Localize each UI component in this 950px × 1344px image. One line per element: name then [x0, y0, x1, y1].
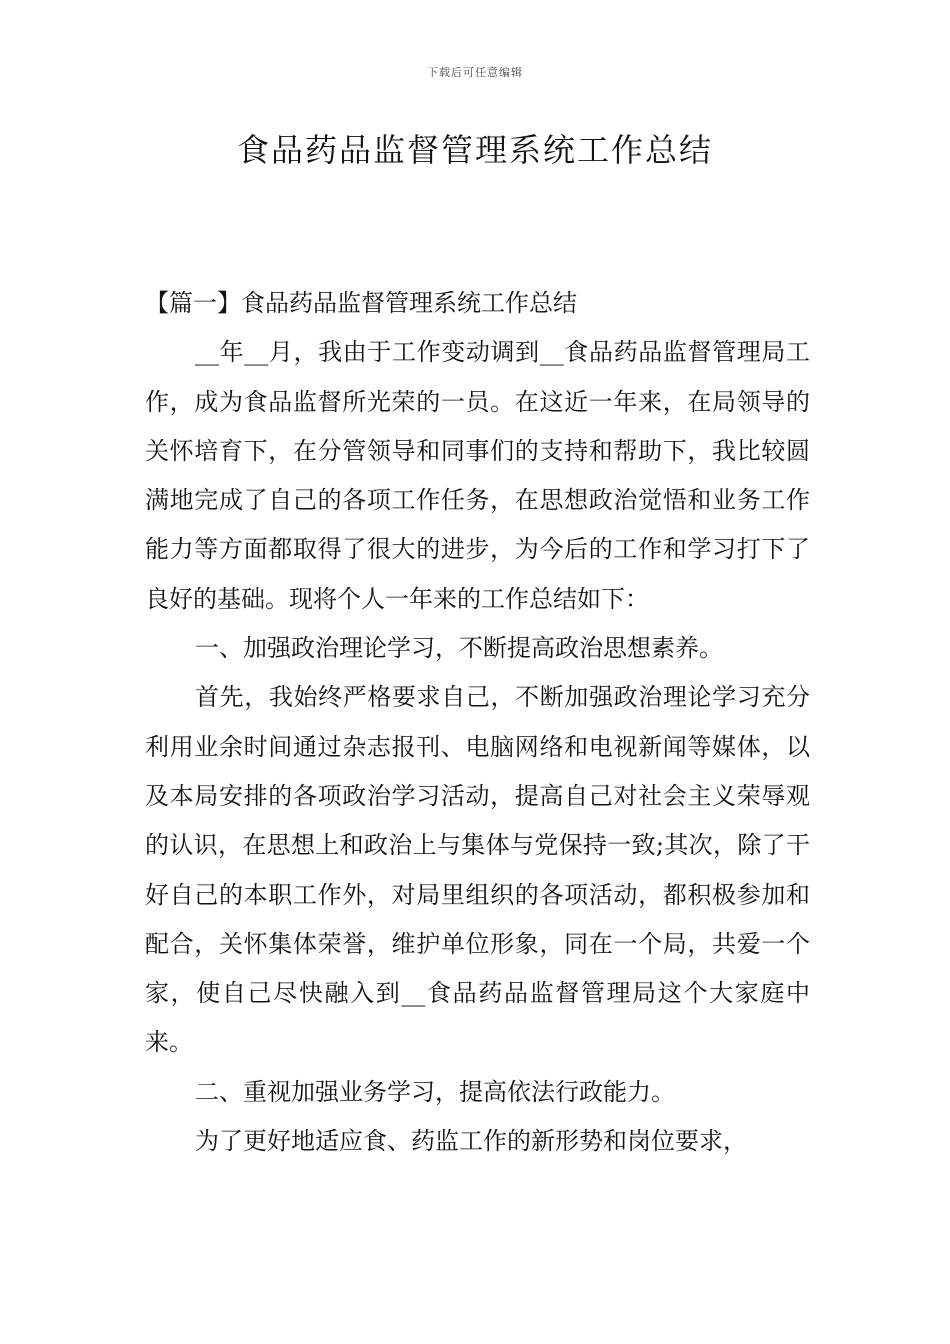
section-heading-part-one: 【篇一】食品药品监督管理系统工作总结: [145, 289, 577, 317]
section-heading-2: 二、重视加强业务学习，提高依法行政能力。: [195, 1077, 675, 1106]
body-paragraph-1: 首先，我始终严格要求自己，不断加强政治理论学习充分利用业余时间通过杂志报刊、电脑网络和电视新闻等媒体，以及本局安排的各项政治学习活动，提高自己对社会主义荣辱观的认识，在思想上和政治上与集体与党保持一致;其次，除了干好自己的本职工作外，对局里组织的各项活动，都积极参加和配合，关怀集体荣誉，维护单位形象，同在一个局，共爱一个家，使自己尽快融入到__食品药品监督管理局这个大家庭中来。: [145, 683, 810, 1057]
section-heading-1: 一、加强政治理论学习，不断提高政治思想素养。: [195, 634, 723, 663]
header-note: 下载后可任意编辑: [427, 66, 523, 79]
document-body: [145, 279, 810, 1166]
intro-paragraph: __年__月，我由于工作变动调到__食品药品监督管理局工作，成为食品监督所光荣的一员。在这近一年来，在局领导的关怀培育下，在分管领导和同事们的支持和帮助下，我比较圆满地完成了自己的各项工作任务，在思想政治觉悟和业务工作能力等方面都取得了很大的进步，为今后的工作和学习打下了良好的基础。现将个人一年来的工作总结如下：: [145, 338, 810, 613]
document-title: 食品药品监督管理系统工作总结: [236, 131, 713, 169]
body-paragraph-2: 为了更好地适应食、药监工作的新形势和岗位要求，: [195, 1127, 747, 1156]
